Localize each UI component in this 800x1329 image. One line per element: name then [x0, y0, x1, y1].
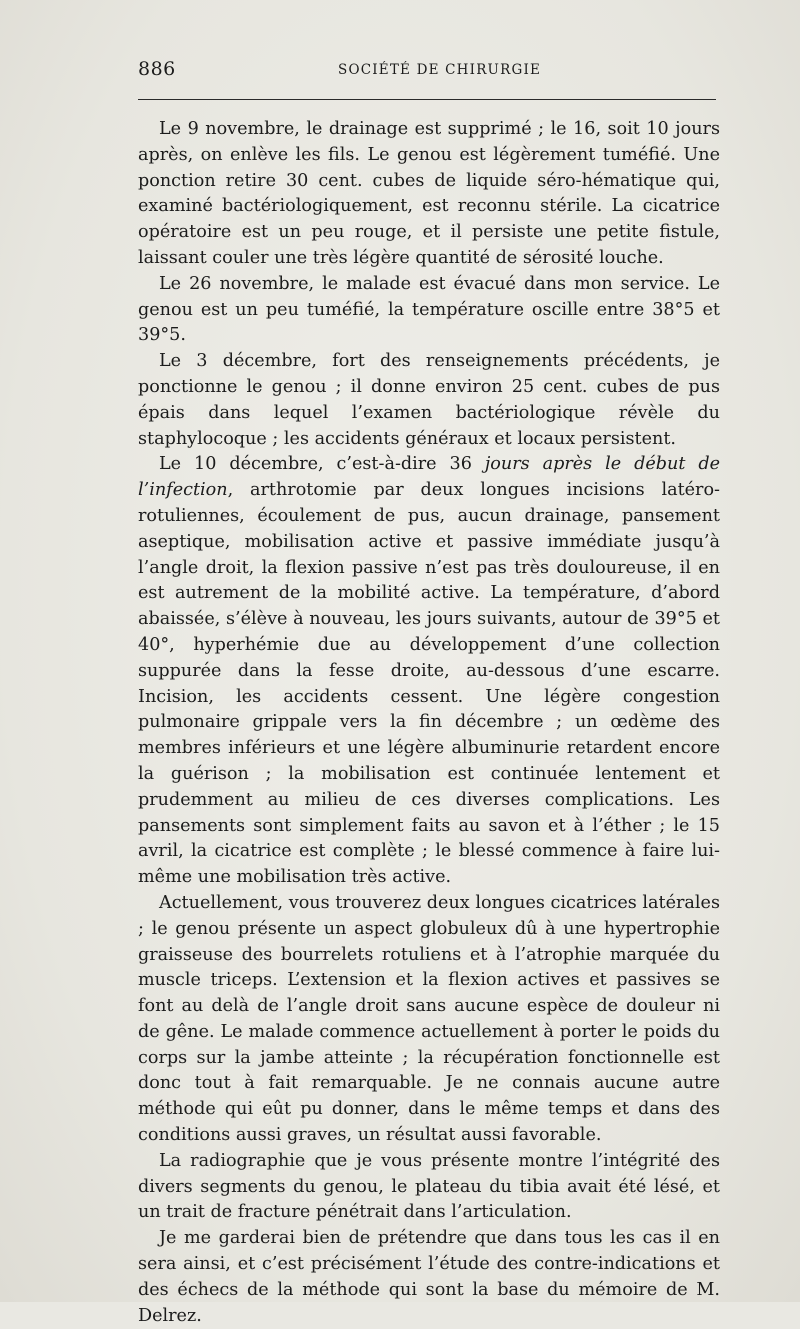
- page-header: [138, 58, 716, 86]
- italic-phrase: jours après le début de l’infection: [138, 454, 721, 501]
- running-title: SOCIÉTÉ DE CHIRURGIE: [338, 62, 542, 78]
- paragraph: Le 3 décembre, fort des renseignements précédents, je ponctionne le genou ; il donne environ 25 cent. cubes de pus épais dans lequel l’examen bactériologique révèle du staphylocoque ; les accidents généraux et locaux persistent.: [138, 351, 720, 449]
- paragraph: Le 26 novembre, le malade est évacué dans mon service. Le genou est un peu tuméfié, la température oscille entre 38°5 et 39°5.: [138, 273, 720, 346]
- paragraph: La radiographie que je vous présente montre l’intégrité des divers segments du genou, le plateau du tibia avait été lésé, et un trait de fracture pénétrait dans l’articulation.: [138, 1150, 720, 1223]
- paragraph: Le 9 novembre, le drainage est supprimé ; le 16, soit 10 jours après, on enlève les fils. Le genou est légèrement tuméfié. Une ponction retire 30 cent. cubes de liquide séro-hématique qui, examiné bactériologiquement, est reconnu stérile. La cicatrice opératoire est un peu rouge, et il persiste une petite fistule, laissant couler une très légère quantité de sérosité louche.: [138, 119, 720, 268]
- page-number: 886: [138, 58, 176, 80]
- paragraph: Actuellement, vous trouverez deux longues cicatrices latérales ; le genou présente un aspect globuleux dû à une hypertrophie graisseuse des bourrelets rotuliens et à l’atrophie marquée du muscle triceps. L’extension et la flexion actives et passives se font au delà de l’angle droit sans aucune espèce de douleur ni de gêne. Le malade commence actuellement à porter le poids du corps sur la jambe atteinte ; la récupération fonctionnelle est donc tout à fait remarquable. Je ne connais aucune autre méthode qui eût pu donner, dans le même temps et dans des conditions aussi graves, un résultat aussi favorable.: [138, 892, 720, 1146]
- paragraph: Je me garderai bien de prétendre que dans tous les cas il en sera ainsi, et c’est précisément l’étude des contre-indications et des échecs de la méthode qui sont la base du mémoire de M. Delrez.: [138, 1228, 720, 1326]
- paragraph: Le 10 décembre, c’est-à-dire 36 jours après le début de l’infection, arthrotomie par deux longues incisions latéro-rotuliennes, écoulement de pus, aucun drainage, pansement aseptique, mobilisation active et passive immédiate jusqu’à l’angle droit, la flexion passive n’est pas très douloureuse, il en est autrement de la mobilité active. La température, d’abord abaissée, s’élève à nouveau, les jours suivants, autour de 39°5 et 40°, hyperhémie due au développement d’une collection suppurée dans la fesse droite, au-dessous d’une escarre. Incision, les accidents cessent. Une légère congestion pulmonaire grippale vers la fin décembre ; un œdème des membres inférieurs et une légère albuminurie retardent encore la guérison ; la mobilisation est continuée lentement et prudemment au milieu de ces diverses complications. Les pansements sont simplement faits au savon et à l’éther ; le 15 avril, la cicatrice est complète ; le blessé commence à faire lui-même une mobilisation très active.: [138, 454, 721, 888]
- body-text: [138, 117, 720, 1329]
- header-rule: [138, 99, 716, 100]
